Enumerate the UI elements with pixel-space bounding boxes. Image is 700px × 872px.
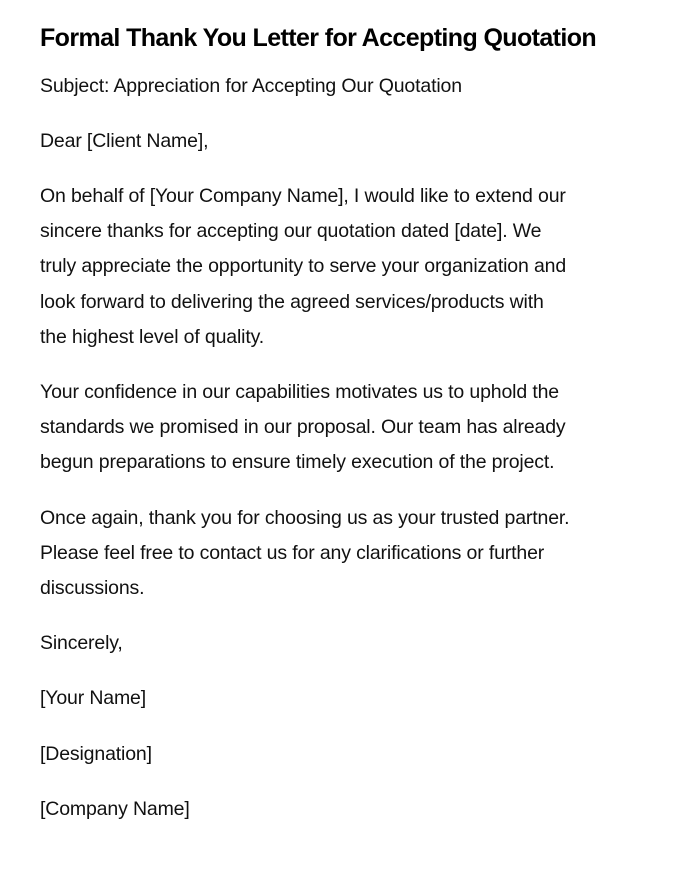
paragraph-line: Once again, thank you for choosing us as your trusted partner. bbox=[40, 507, 570, 529]
body-paragraph-3 bbox=[40, 501, 569, 607]
body-paragraph-2 bbox=[40, 375, 566, 481]
signature-name: [Your Name] bbox=[40, 687, 147, 709]
paragraph-line: begun preparations to ensure timely execution of the project. bbox=[40, 451, 555, 474]
paragraph-line: discussions. bbox=[40, 577, 145, 600]
paragraph-line: Please feel free to contact us for any clarifications or further bbox=[40, 542, 545, 565]
paragraph-line: the highest level of quality. bbox=[40, 325, 265, 348]
signature-designation: [Designation] bbox=[40, 743, 152, 765]
paragraph-line: standards we promised in our proposal. Our team has already bbox=[40, 416, 566, 439]
paragraph-line: truly appreciate the opportunity to serve your organization and bbox=[40, 255, 567, 278]
signature-company: [Company Name] bbox=[40, 798, 190, 820]
paragraph-line: Your confidence in our capabilities motivates us to uphold the bbox=[40, 381, 559, 403]
subject-line: Subject: Appreciation for Accepting Our Quotation bbox=[40, 75, 462, 97]
paragraph-line: On behalf of [Your Company Name], I would like to extend our bbox=[40, 185, 566, 207]
paragraph-line: sincere thanks for accepting our quotation dated [date]. We bbox=[40, 220, 542, 243]
document-title: Formal Thank You Letter for Accepting Quotation bbox=[40, 24, 597, 52]
salutation: Dear [Client Name], bbox=[40, 130, 209, 152]
closing: Sincerely, bbox=[40, 632, 123, 654]
body-paragraph-1 bbox=[40, 179, 566, 355]
paragraph-line: look forward to delivering the agreed services/products with bbox=[40, 290, 544, 313]
